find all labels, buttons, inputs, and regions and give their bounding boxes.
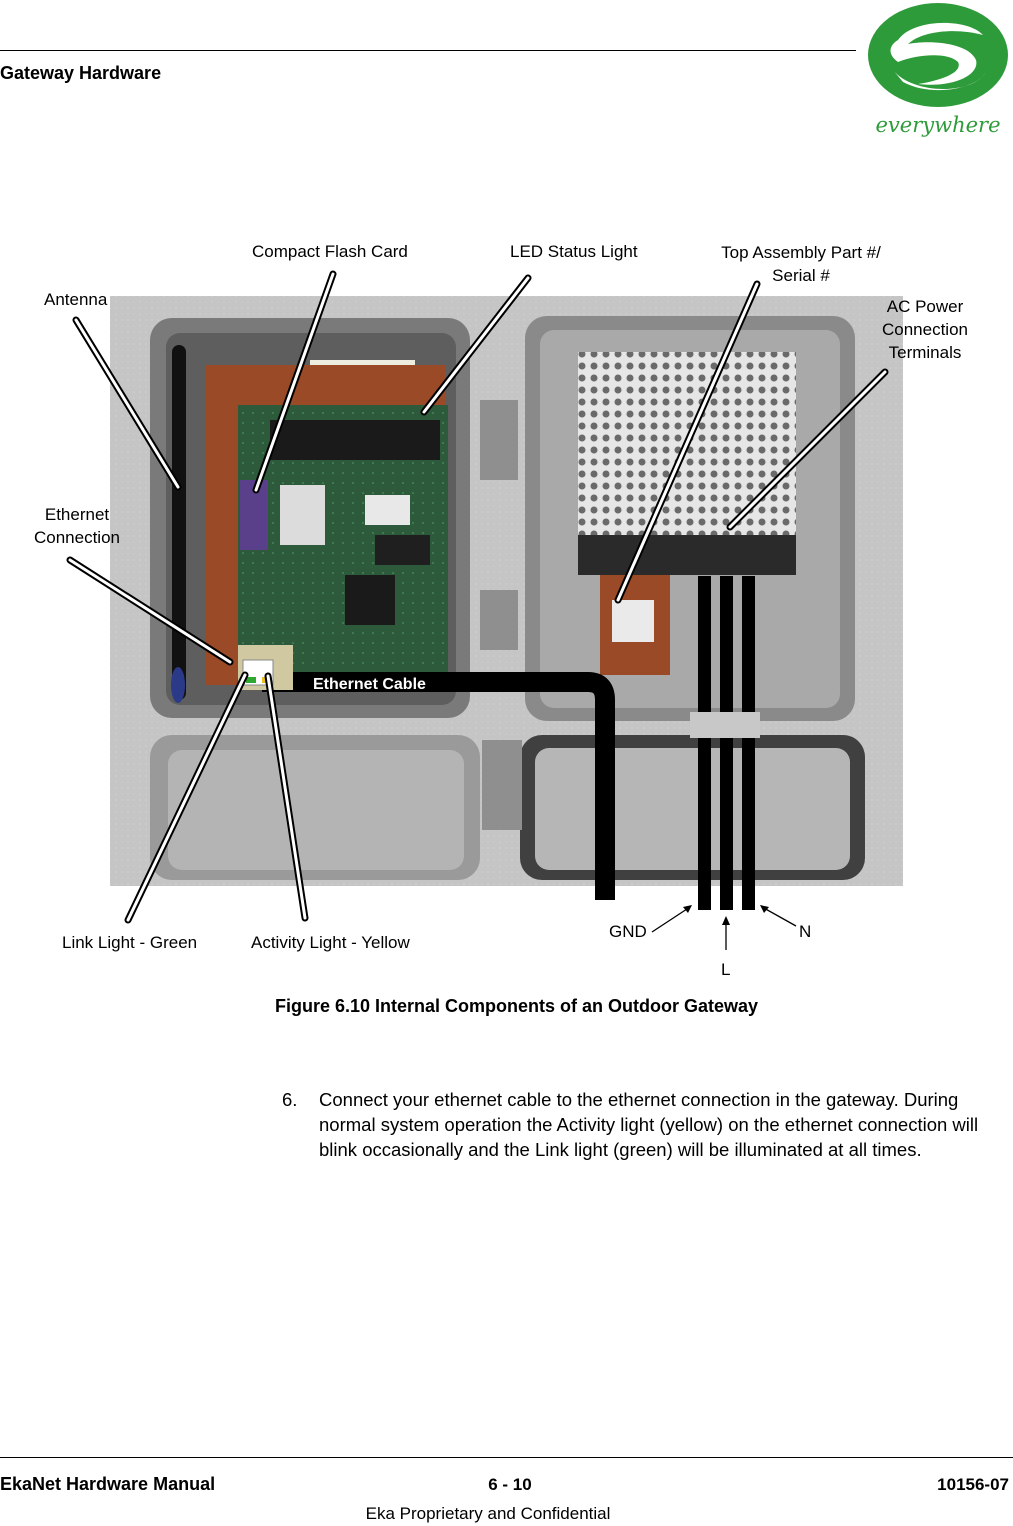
header-rule bbox=[0, 50, 856, 51]
terminal-block bbox=[578, 535, 796, 575]
confidential-notice: Eka Proprietary and Confidential bbox=[365, 1504, 611, 1523]
figure-caption: Figure 6.10 Internal Components of an Outdoor Gateway bbox=[274, 996, 759, 1016]
n-wire bbox=[742, 576, 755, 910]
label-link-light: Link Light - Green bbox=[62, 933, 198, 952]
label-activity-light: Activity Light - Yellow bbox=[251, 933, 410, 952]
label-top-assembly: Top Assembly Part #/ Serial # bbox=[721, 243, 881, 285]
label-compact-flash: Compact Flash Card bbox=[252, 242, 408, 261]
step-number: 6. bbox=[282, 1089, 298, 1110]
label-n: N bbox=[799, 922, 812, 941]
label-antenna: Antenna bbox=[44, 290, 108, 309]
page-number: 6 - 10 bbox=[488, 1475, 532, 1494]
step-text: Connect your ethernet cable to the ethernet connection in the gateway. During normal system operation the Activity light (yellow) on the ethernet connection will blink occasionally and the Link light (green) will be illuminated at all times. bbox=[319, 1089, 979, 1160]
manual-title: EkaNet Hardware Manual bbox=[0, 1474, 216, 1494]
l-wire bbox=[720, 576, 733, 910]
label-gnd: GND bbox=[609, 922, 647, 941]
label-led-status: LED Status Light bbox=[510, 242, 638, 261]
document-number: 10156-07 bbox=[937, 1475, 1009, 1494]
footer-rule bbox=[0, 1457, 1013, 1458]
gateway-figure bbox=[0, 230, 1013, 990]
label-ethernet-connection: Ethernet Connection bbox=[33, 505, 120, 547]
label-l: L bbox=[721, 960, 731, 979]
section-title: Gateway Hardware bbox=[0, 63, 162, 83]
antenna-shape bbox=[172, 345, 186, 700]
label-ethernet-cable: Ethernet Cable bbox=[313, 676, 426, 693]
label-ac-power: AC Power Connection Terminals bbox=[881, 297, 968, 362]
logo-text: everywhere bbox=[875, 113, 1001, 137]
gnd-wire bbox=[698, 576, 711, 910]
everywhere-logo bbox=[858, 0, 1013, 140]
